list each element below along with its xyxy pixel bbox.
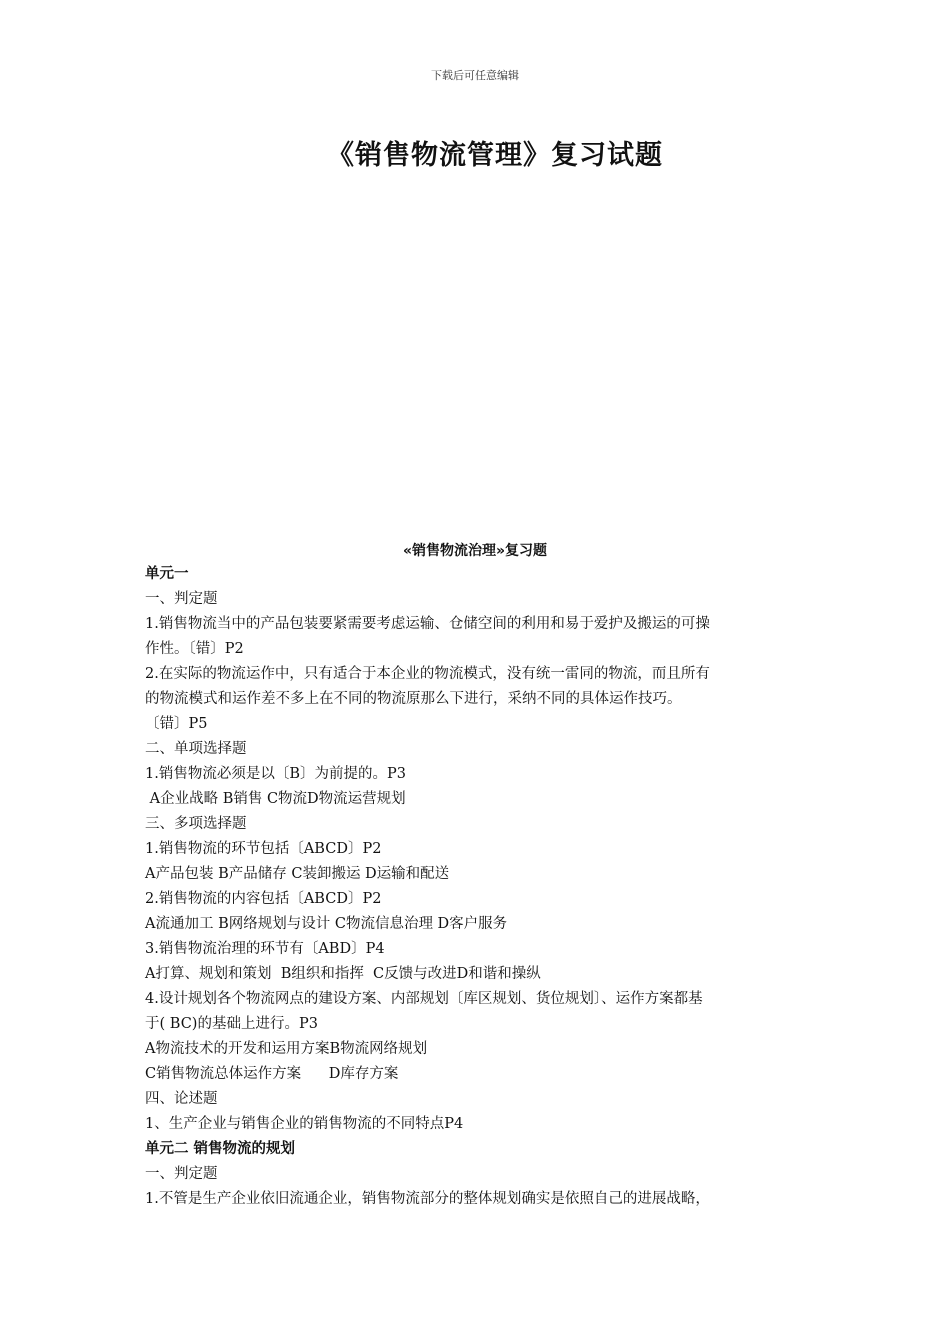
text-line-u1-s3q3o: A打算、规划和策划 B组织和指挥 C反馈与改进D和谐和操纵	[145, 966, 541, 982]
document-body	[145, 562, 810, 1212]
page-header: 下载后可任意编辑	[431, 69, 519, 82]
text-line-u1-s2q1o: A企业战略 B销售 C物流D物流运营规划	[145, 791, 406, 807]
text-line-u1-s4: 四、论述题	[145, 1091, 218, 1107]
text-line-u1-q2a: 2.在实际的物流运作中，只有适合于本企业的物流模式，没有统一雷同的物流，而且所有	[145, 666, 710, 682]
text-line-u1-s3q4a: 4.设计规划各个物流网点的建设方案、内部规划〔库区规划、货位规划〕、运作方案都基	[145, 991, 703, 1007]
text-line-u1-s3q4o2: C销售物流总体运作方案 D库存方案	[145, 1066, 399, 1082]
text-line-u1-q2c: 〔错〕P5	[145, 716, 208, 732]
text-line-u1-s3q4b: 于( BC)的基础上进行。P3	[145, 1016, 318, 1032]
text-line-u2-s1: 一、判定题	[145, 1166, 218, 1182]
text-line-u2-q1a: 1.不管是生产企业依旧流通企业，销售物流部分的整体规划确实是依照自己的进展战略，	[145, 1191, 710, 1207]
text-line-u1-s2q1: 1.销售物流必须是以〔B〕为前提的。P3	[145, 766, 406, 782]
text-line-u1-q2b: 的物流模式和运作差不多上在不同的物流原那么下进行，采纳不同的具体运作技巧。	[145, 691, 682, 707]
text-line-u1-s3q3: 3.销售物流治理的环节有〔ABD〕P4	[145, 941, 385, 957]
text-line-unit2: 单元二 销售物流的规划	[145, 1141, 296, 1157]
text-line-u1-s3q1: 1.销售物流的环节包括〔ABCD〕P2	[145, 841, 382, 857]
text-line-u1-s3: 三、多项选择题	[145, 816, 247, 832]
text-line-u1-s3q2: 2.销售物流的内容包括〔ABCD〕P2	[145, 891, 382, 907]
text-line-u1-q1a: 1.销售物流当中的产品包装要紧需要考虑运输、仓储空间的利用和易于爱护及搬运的可操	[145, 616, 710, 632]
section-title: «销售物流治理»复习题	[402, 543, 548, 559]
text-line-unit1: 单元一	[145, 566, 189, 582]
text-line-u1-q1b: 作性。〔错〕P2	[145, 641, 244, 657]
text-line-u1-s3q2o: A流通加工 B网络规划与设计 C物流信息治理 D客户服务	[145, 916, 508, 932]
text-line-u1-s3q1o: A产品包装 B产品储存 C装卸搬运 D运输和配送	[145, 866, 450, 882]
text-line-u1-s2: 二、单项选择题	[145, 741, 247, 757]
text-line-u1-s4q1: 1、生产企业与销售企业的销售物流的不同特点P4	[145, 1116, 464, 1132]
text-line-u1-s3q4o1: A物流技术的开发和运用方案B物流网络规划	[145, 1041, 428, 1057]
document-title: 《销售物流管理》复习试题	[327, 140, 663, 171]
text-line-u1-s1: 一、判定题	[145, 591, 218, 607]
